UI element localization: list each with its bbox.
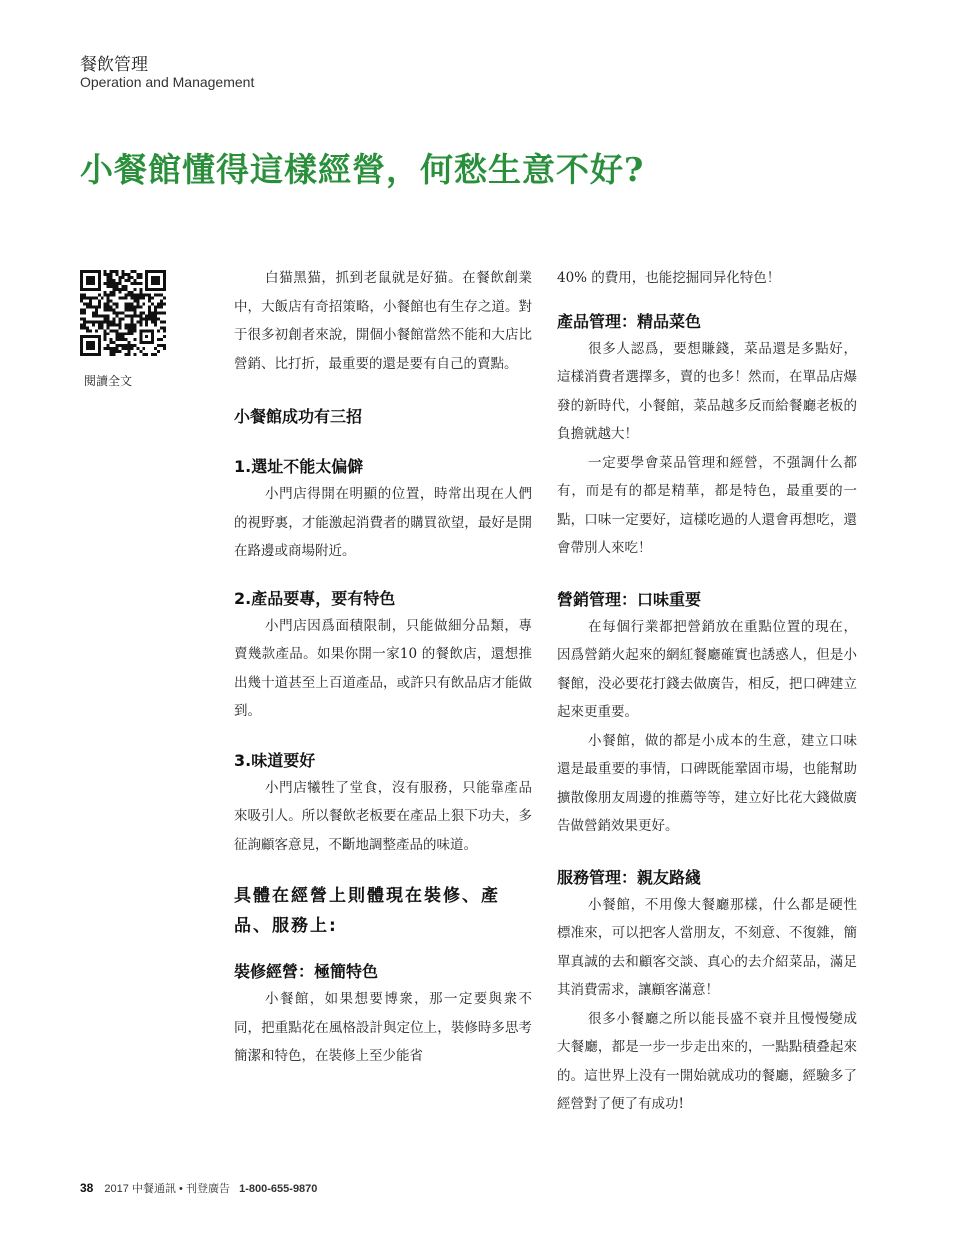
paragraph-decoration: 小餐館，如果想要博衆，那一定要與衆不同，把重點花在風格設計與定位上，裝修時多思考簡潔和特色，在裝修上至少能省 bbox=[234, 991, 532, 1064]
heading-decoration: 裝修經營：極簡特色 bbox=[234, 962, 379, 981]
footer-bullet: • bbox=[179, 1183, 183, 1195]
paragraph-product-2: 一定要學會菜品管理和經營，不强調什么都有，而是有的都是精華，都是特色，最重要的一點，口味一定要好，這樣吃過的人還會再想吃，還會帶別人來吃！ bbox=[557, 454, 857, 556]
section-label-zh: 餐飲管理 bbox=[80, 55, 148, 75]
heading-service: 服務管理：親友路綫 bbox=[557, 867, 702, 887]
page-footer bbox=[80, 1180, 317, 1196]
paragraph-tip-3: 小門店犧牲了堂食，沒有服務，只能靠產品來吸引人。所以餐飲老板要在產品上狠下功夫，多征詢顧客意見，不斷地調整產品的味道。 bbox=[234, 779, 532, 853]
article-column-right bbox=[557, 264, 857, 1119]
paragraph-tip-1: 小門店得開在明顯的位置，時常出現在人們的視野裏，才能激起消費者的購買欲望，最好是開在路邊或商場附近。 bbox=[234, 486, 532, 559]
paragraph-tip-2: 小門店因爲面積限制，只能做細分品類，專賣幾款產品。如果你開一家10 的餐飲店，還想推出幾十道甚至上百道產品，或許只有飲品店才能做到。 bbox=[234, 617, 532, 719]
heading-tip-1: 1.選址不能太偏僻 bbox=[234, 457, 364, 476]
heading-product: 產品管理：精品菜色 bbox=[557, 311, 702, 331]
heading-marketing: 營銷管理：口味重要 bbox=[557, 589, 702, 609]
footer-phone[interactable]: 1-800-655-9870 bbox=[239, 1183, 318, 1195]
article-column-left bbox=[234, 264, 532, 1071]
paragraph-product-1: 很多人認爲，要想賺錢，菜品還是多點好，這樣消費者選擇多，賣的也多！然而，在單品店爆發的新時代，小餐館，菜品越多反而給餐廳老板的負擔就越大！ bbox=[557, 340, 857, 442]
page-number: 38 bbox=[80, 1181, 94, 1195]
heading-tip-3: 3.味道要好 bbox=[234, 750, 316, 770]
article-title: 小餐館懂得這樣經營，何愁生意不好? bbox=[80, 150, 645, 189]
footer-year: 2017 bbox=[104, 1183, 129, 1195]
footer-ad-text: 刊登廣告 bbox=[185, 1183, 230, 1195]
heading-tip-2: 2.產品要專，要有特色 bbox=[234, 588, 396, 608]
paragraph-continued: 40% 的費用，也能挖掘同异化特色！ bbox=[557, 270, 781, 286]
paragraph-marketing-1: 在每個行業都把營銷放在重點位置的現在，因爲營銷火起來的網紅餐廳確實也誘惑人，但是小餐館，没必要花打錢去做廣告，相反，把口碑建立起來更重要。 bbox=[557, 618, 857, 720]
qr-caption: 閱讀全文 bbox=[84, 374, 133, 388]
paragraph-service-2: 很多小餐廳之所以能長盛不衰并且慢慢變成大餐廳，都是一步一步走出來的，一點點積叠起來的。這世界上没有一開始就成功的餐廳，經驗多了經營對了便了有成功! bbox=[557, 1010, 857, 1112]
qr-code[interactable] bbox=[80, 270, 166, 356]
paragraph-marketing-2: 小餐館，做的都是小成本的生意，建立口味還是最重要的事情，口碑既能鞏固市場，也能幫助擴散像朋友周邊的推薦等等，建立好比花大錢做廣告做營銷效果更好。 bbox=[557, 732, 857, 834]
section-label-en: Operation and Management bbox=[80, 74, 255, 90]
intro-paragraph: 白猫黑猫，抓到老鼠就是好猫。在餐飲創業中，大飯店有奇招策略，小餐館也有生存之道。對于很多初創者來說，開個小餐館當然不能和大店比營銷、比打折，最重要的還是要有自己的賣點。 bbox=[234, 270, 532, 372]
paragraph-service-1: 小餐館，不用像大餐廳那樣，什么都是硬性標准來，可以把客人當朋友，不刻意、不復雜，簡單真誠的去和顧客交談、真心的去介紹菜品，滿足其消費需求，讓顧客滿意！ bbox=[557, 896, 857, 998]
heading-concrete: 具體在經營上則體現在裝修、產品、服務上: bbox=[234, 886, 500, 936]
heading-three-tips: 小餐館成功有三招 bbox=[234, 407, 363, 426]
footer-publication: 中餐通訊 bbox=[131, 1183, 176, 1195]
